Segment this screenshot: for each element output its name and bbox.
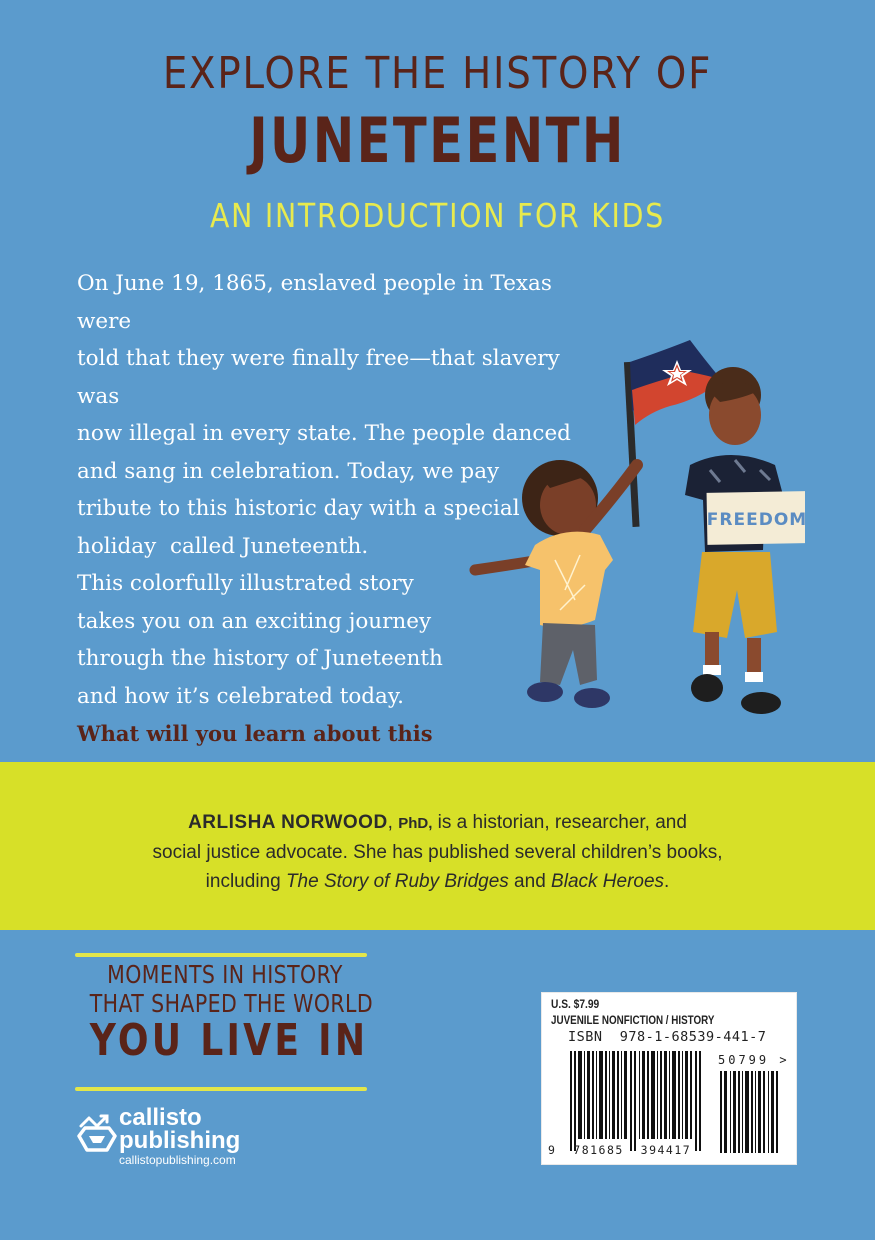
blurb-line: through the history of Juneteenth [77, 646, 443, 671]
series-line-2: THAT SHAPED THE WORLD [89, 989, 374, 1018]
category: JUVENILE NONFICTION / HISTORY [551, 1013, 715, 1027]
separator: , [387, 812, 399, 833]
publisher-name [119, 1106, 240, 1152]
publisher-website: callistopublishing.com [119, 1153, 236, 1167]
barcode-label [541, 992, 797, 1165]
bio-line-3 [0, 867, 875, 896]
blurb-line: On June 19, 1865, enslaved people in Texas were [77, 271, 552, 334]
publisher-name-line-1: callisto [119, 1104, 202, 1131]
series-line-1: MOMENTS IN HISTORY [107, 960, 343, 989]
series-divider-top [75, 953, 367, 957]
series-divider-bottom [75, 1087, 367, 1091]
bio-text: is a historian, researcher, and [432, 812, 687, 833]
addon-digits [718, 1053, 790, 1067]
author-name: ARLISHA NORWOOD [188, 812, 388, 833]
price: U.S. $7.99 [551, 997, 600, 1011]
children-celebrating-icon [465, 320, 805, 730]
series-tagline [60, 960, 390, 1064]
blurb-line: told that they were finally free—that slavery was [77, 346, 560, 409]
barcode-addon-icon [720, 1071, 782, 1153]
publisher-logo [75, 1104, 375, 1168]
bio-text: . [664, 871, 670, 892]
blurb-line: This colorfully illustrated story [77, 571, 414, 596]
bio-line-1 [0, 808, 875, 838]
barcode-digits: 9 781685 394417 [548, 1143, 692, 1157]
blurb-line: and how it’s celebrated today. [77, 683, 404, 709]
author-bio [0, 808, 875, 896]
blurb-line: tribute to this historic day with a special [77, 496, 520, 521]
children-illustration [465, 320, 805, 730]
subtitle: AN INTRODUCTION FOR KIDS [210, 196, 665, 235]
blurb-line: holiday called Juneteenth. [77, 533, 369, 559]
isbn: ISBN 978-1-68539-441-7 [568, 1029, 767, 1045]
bio-text: and [508, 871, 552, 892]
blurb-line: takes you on an exciting journey [77, 608, 432, 634]
series-line-3: YOU LIVE IN [89, 1015, 369, 1066]
blurb-line: now illegal in every state. The people danced [77, 421, 571, 446]
book-title-2: Black Heroes [551, 871, 665, 892]
addon-marker: > [779, 1053, 790, 1067]
title-juneteenth: JUNETEENTH [249, 104, 626, 177]
freedom-sign: FREEDOM [706, 510, 805, 530]
author-credential: PhD, [398, 815, 433, 832]
barcode-main-icon [570, 1051, 706, 1151]
blurb-line: and sang in celebration. Today, we pay [77, 458, 500, 484]
book-title-1: The Story of Ruby Bridges [285, 871, 509, 892]
bio-line-2: social justice advocate. She has published several children’s books, [152, 842, 723, 863]
bio-text: including [205, 871, 286, 892]
blurb-question: What will you learn about this [77, 721, 433, 746]
callisto-logo-icon [75, 1112, 119, 1156]
title-line-1: EXPLORE THE HISTORY OF [162, 48, 713, 99]
publisher-name-line-2: publishing [119, 1127, 241, 1154]
addon-value: 50799 [718, 1053, 770, 1067]
